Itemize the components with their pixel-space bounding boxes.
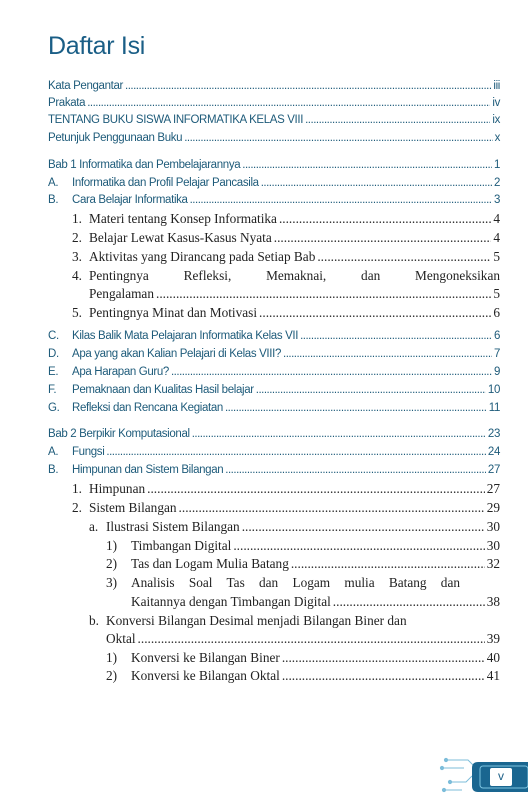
section-number: D. [48,348,59,360]
subsection-entry[interactable] [72,230,500,246]
page-ref: 3 [493,194,500,206]
page-number: v [498,769,504,783]
section-entry[interactable] [48,464,500,476]
leader-dots [225,464,486,476]
detail-entry-line2[interactable] [131,594,500,610]
leader-dots [190,194,492,206]
section-entry[interactable] [48,384,500,396]
entry-label: Petunjuk Penggunaan Buku [48,132,183,144]
page-ref: 1 [493,159,500,171]
page-ref: 4 [493,211,500,226]
section-number: A. [48,177,59,189]
page-ref: 10 [487,384,500,396]
leader-dots [259,305,491,321]
section-number: F. [48,384,57,396]
subsection-entry[interactable] [72,249,500,265]
subsection-entry-line1[interactable] [72,268,500,284]
subsection-entry[interactable] [72,500,500,516]
item-number: 5. [72,305,82,320]
entry-label: Prakata [48,97,86,109]
page-ref: 32 [486,556,500,571]
entry-label: TENTANG BUKU SISWA INFORMATIKA KELAS VIII [48,114,304,126]
detail-entry[interactable] [106,650,500,666]
item-label: Ilustrasi Sistem Bilangan [106,519,240,534]
section-number: A. [48,446,59,458]
leader-dots [282,668,485,684]
chapter-entry[interactable] [48,428,500,440]
item-number: 1) [106,650,118,665]
section-entry[interactable] [48,402,500,414]
section-label: Apa Harapan Guru? [72,366,169,378]
toc-entry[interactable] [48,80,500,92]
section-number: B. [48,464,59,476]
item-label: Pentingnya Minat dan Motivasi [89,305,258,320]
item-number: 4. [72,268,82,283]
page-ref: 11 [488,402,500,414]
page-ref: 24 [487,446,500,458]
leader-dots [242,519,485,535]
page-ref: 38 [486,594,500,609]
detail-entry[interactable] [106,556,500,572]
leader-dots [261,177,492,189]
toc-entry[interactable] [48,114,500,126]
section-label: Fungsi [72,446,105,458]
page-ref: 5 [493,249,500,264]
subsection-entry-line2[interactable] [89,286,500,302]
leader-dots [233,538,484,554]
section-entry[interactable] [48,366,500,378]
section-label: Himpunan dan Sistem Bilangan [72,464,224,476]
chapter-title: Bab 1 Informatika dan Pembelajarannya [48,159,241,171]
page-title: Daftar Isi [48,32,146,60]
page-ref: 30 [486,519,500,534]
leader-dots [192,428,486,440]
page-ref: 6 [493,330,500,342]
page-ref: 4 [493,230,500,245]
page-ref: 27 [486,481,500,496]
leader-dots [87,97,490,109]
section-label: Cara Belajar Informatika [72,194,188,206]
leader-dots [305,114,490,126]
section-number: B. [48,194,59,206]
section-entry[interactable] [48,446,500,458]
leader-dots [156,286,491,302]
leader-dots [179,500,485,516]
item-number: 2. [72,500,82,515]
page-ref: 40 [486,650,500,665]
item-number: 3. [72,249,82,264]
page-ref: ix [492,114,500,126]
detail-entry[interactable] [106,668,500,684]
leader-dots [138,631,485,647]
leader-dots [106,446,485,458]
section-number: C. [48,330,59,342]
page-ref: 7 [493,348,500,360]
item-number: b. [89,613,99,628]
section-entry[interactable] [48,330,500,342]
chapter-entry[interactable] [48,159,500,171]
item-label: Konversi Bilangan Desimal menjadi Bilangan Biner dan [106,613,407,628]
toc-entry[interactable] [48,132,500,144]
page-ref: x [494,132,500,144]
section-label: Pemaknaan dan Kualitas Hasil belajar [72,384,254,396]
leader-dots [125,80,491,92]
item-label: Tas dan Logam Mulia Batang [131,556,289,571]
item-number: 2) [106,668,118,683]
section-label: Apa yang akan Kalian Pelajari di Kelas VIII? [72,348,281,360]
subsubsection-entry-line2[interactable] [106,631,500,647]
subsubsection-entry-line1[interactable] [89,613,500,629]
leader-dots [317,249,491,265]
leader-dots [147,481,485,497]
section-label: Refleksi dan Rencana Kegiatan [72,402,223,414]
page-ref: 2 [493,177,500,189]
item-number: a. [89,519,99,534]
item-label: Timbangan Digital [131,538,232,553]
subsection-entry[interactable] [72,481,500,497]
leader-dots [282,650,485,666]
detail-entry-line1[interactable] [106,575,500,591]
section-number: G. [48,402,60,414]
page-ref: 23 [487,428,500,440]
leader-dots [256,384,486,396]
toc-entry[interactable] [48,97,500,109]
item-label: Kaitannya dengan Timbangan Digital [131,594,331,609]
leader-dots [333,594,485,610]
leader-dots [171,366,492,378]
item-number: 2) [106,556,118,571]
leader-dots [283,348,492,360]
page-ref: 30 [486,538,500,553]
page-ref: 41 [486,668,500,683]
subsubsection-entry[interactable] [89,519,500,535]
page-ref: 39 [486,631,500,646]
page-ref: 5 [493,286,500,301]
section-entry[interactable] [48,348,500,360]
item-label: Aktivitas yang Dirancang pada Setiap Bab [89,249,316,264]
section-entry[interactable] [48,177,500,189]
item-label: Belajar Lewat Kasus-Kasus Nyata [89,230,272,245]
subsection-entry[interactable] [72,211,500,227]
leader-dots [184,132,492,144]
item-number: 1) [106,538,118,553]
section-entry[interactable] [48,194,500,206]
item-label: Himpunan [89,481,146,496]
item-number: 1. [72,211,82,226]
page-ref: iii [493,80,500,92]
item-label: Pengalaman [89,286,154,301]
section-number: E. [48,366,59,378]
item-label: Pentingnya Refleksi, Memaknai, dan Mengoneksikan [89,268,500,283]
page-ref: 9 [493,366,500,378]
entry-label: Kata Pengantar [48,80,124,92]
chapter-title: Bab 2 Berpikir Komputasional [48,428,190,440]
item-number: 3) [106,575,118,590]
page-ref: 27 [487,464,500,476]
leader-dots [242,159,492,171]
item-label: Oktal [106,631,136,646]
item-label: Konversi ke Bilangan Oktal [131,668,280,683]
page-ref: 6 [493,305,500,320]
section-label: Kilas Balik Mata Pelajaran Informatika Kelas VII [72,330,299,342]
item-label: Analisis Soal Tas dan Logam mulia Batang dan [131,575,460,590]
section-label: Informatika dan Profil Pelajar Pancasila [72,177,259,189]
leader-dots [274,230,492,246]
circuit-decoration-icon [438,748,528,800]
subsection-entry[interactable] [72,305,500,321]
leader-dots [225,402,487,414]
leader-dots [279,211,491,227]
page-number-tab [438,748,528,800]
item-number: 2. [72,230,82,245]
item-label: Konversi ke Bilangan Biner [131,650,280,665]
item-label: Materi tentang Konsep Informatika [89,211,277,226]
leader-dots [300,330,492,342]
page-ref: iv [492,97,500,109]
item-label: Sistem Bilangan [89,500,177,515]
item-number: 1. [72,481,82,496]
page-ref: 29 [486,500,500,515]
leader-dots [291,556,485,572]
detail-entry[interactable] [106,538,500,554]
